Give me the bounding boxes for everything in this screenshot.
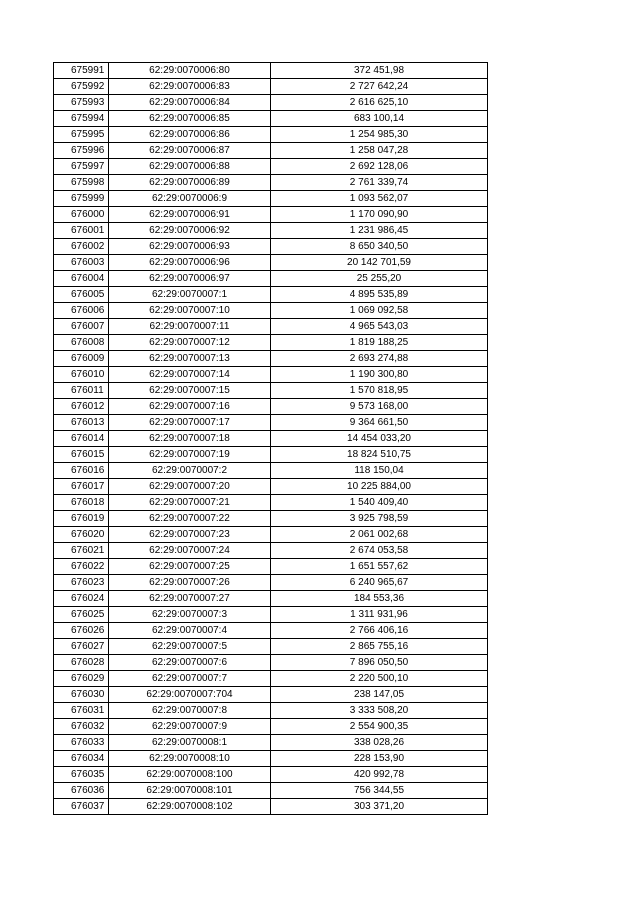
cadastral-number-cell: 62:29:0070007:10 [109,303,271,319]
table-row [54,319,488,335]
cadastral-value-cell: 9 364 661,50 [271,415,488,431]
cadastral-number-cell: 62:29:0070007:16 [109,399,271,415]
row-number-cell: 676025 [54,607,109,623]
cadastral-number-cell: 62:29:0070007:18 [109,431,271,447]
cadastral-value-cell: 1 540 409,40 [271,495,488,511]
table-row [54,463,488,479]
table-row [54,783,488,799]
cadastral-number-cell: 62:29:0070007:14 [109,367,271,383]
table-row [54,687,488,703]
cadastral-value-cell: 1 819 188,25 [271,335,488,351]
cadastral-value-cell: 338 028,26 [271,735,488,751]
row-number-cell: 676015 [54,447,109,463]
row-number-cell: 676011 [54,383,109,399]
cadastral-number-cell: 62:29:0070006:9 [109,191,271,207]
table-body [54,63,488,815]
cadastral-value-cell: 2 727 642,24 [271,79,488,95]
table-row [54,111,488,127]
row-number-cell: 676019 [54,511,109,527]
cadastral-value-cell: 2 761 339,74 [271,175,488,191]
cadastral-value-cell: 18 824 510,75 [271,447,488,463]
table-row [54,239,488,255]
table-row [54,159,488,175]
cadastral-value-cell: 1 231 986,45 [271,223,488,239]
row-number-cell: 675997 [54,159,109,175]
row-number-cell: 676012 [54,399,109,415]
cadastral-number-cell: 62:29:0070007:704 [109,687,271,703]
cadastral-number-cell: 62:29:0070006:97 [109,271,271,287]
cadastral-value-table [53,62,488,815]
row-number-cell: 676027 [54,639,109,655]
cadastral-number-cell: 62:29:0070007:20 [109,479,271,495]
cadastral-value-cell: 2 554 900,35 [271,719,488,735]
cadastral-number-cell: 62:29:0070006:92 [109,223,271,239]
row-number-cell: 675991 [54,63,109,79]
cadastral-number-cell: 62:29:0070007:8 [109,703,271,719]
cadastral-number-cell: 62:29:0070007:27 [109,591,271,607]
cadastral-number-cell: 62:29:0070006:84 [109,95,271,111]
table-row [54,703,488,719]
table-row [54,623,488,639]
cadastral-number-cell: 62:29:0070007:19 [109,447,271,463]
cadastral-value-cell: 1 570 818,95 [271,383,488,399]
cadastral-number-cell: 62:29:0070007:12 [109,335,271,351]
cadastral-value-cell: 1 069 092,58 [271,303,488,319]
cadastral-number-cell: 62:29:0070006:88 [109,159,271,175]
cadastral-number-cell: 62:29:0070007:21 [109,495,271,511]
cadastral-number-cell: 62:29:0070007:26 [109,575,271,591]
row-number-cell: 676030 [54,687,109,703]
cadastral-number-cell: 62:29:0070007:15 [109,383,271,399]
cadastral-value-cell: 7 896 050,50 [271,655,488,671]
row-number-cell: 676017 [54,479,109,495]
cadastral-value-cell: 6 240 965,67 [271,575,488,591]
row-number-cell: 675995 [54,127,109,143]
row-number-cell: 676020 [54,527,109,543]
table-row [54,431,488,447]
table-row [54,559,488,575]
table-row [54,399,488,415]
cadastral-number-cell: 62:29:0070007:2 [109,463,271,479]
row-number-cell: 676018 [54,495,109,511]
table-row [54,143,488,159]
row-number-cell: 676005 [54,287,109,303]
cadastral-number-cell: 62:29:0070008:102 [109,799,271,815]
table-row [54,495,488,511]
cadastral-value-cell: 9 573 168,00 [271,399,488,415]
table-row [54,655,488,671]
row-number-cell: 676022 [54,559,109,575]
cadastral-number-cell: 62:29:0070008:10 [109,751,271,767]
table-row [54,351,488,367]
row-number-cell: 676016 [54,463,109,479]
row-number-cell: 676003 [54,255,109,271]
row-number-cell: 676007 [54,319,109,335]
row-number-cell: 676029 [54,671,109,687]
cadastral-value-cell: 420 992,78 [271,767,488,783]
cadastral-value-cell: 2 693 274,88 [271,351,488,367]
cadastral-value-cell: 2 766 406,16 [271,623,488,639]
table-row [54,799,488,815]
row-number-cell: 675996 [54,143,109,159]
cadastral-number-cell: 62:29:0070007:5 [109,639,271,655]
row-number-cell: 676004 [54,271,109,287]
cadastral-number-cell: 62:29:0070007:3 [109,607,271,623]
table-row [54,255,488,271]
row-number-cell: 675999 [54,191,109,207]
cadastral-value-cell: 238 147,05 [271,687,488,703]
row-number-cell: 676034 [54,751,109,767]
row-number-cell: 676009 [54,351,109,367]
cadastral-number-cell: 62:29:0070006:87 [109,143,271,159]
table-row [54,511,488,527]
cadastral-value-cell: 20 142 701,59 [271,255,488,271]
table-row [54,639,488,655]
row-number-cell: 676031 [54,703,109,719]
table-row [54,543,488,559]
cadastral-number-cell: 62:29:0070006:91 [109,207,271,223]
table-row [54,767,488,783]
cadastral-number-cell: 62:29:0070006:80 [109,63,271,79]
cadastral-value-cell: 118 150,04 [271,463,488,479]
table-row [54,79,488,95]
cadastral-value-cell: 2 692 128,06 [271,159,488,175]
cadastral-number-cell: 62:29:0070007:7 [109,671,271,687]
cadastral-value-cell: 228 153,90 [271,751,488,767]
row-number-cell: 676013 [54,415,109,431]
cadastral-value-cell: 1 190 300,80 [271,367,488,383]
cadastral-value-cell: 2 865 755,16 [271,639,488,655]
cadastral-number-cell: 62:29:0070008:101 [109,783,271,799]
cadastral-number-cell: 62:29:0070006:86 [109,127,271,143]
table-row [54,607,488,623]
cadastral-value-cell: 1 258 047,28 [271,143,488,159]
table-row [54,383,488,399]
table-row [54,207,488,223]
cadastral-number-cell: 62:29:0070007:4 [109,623,271,639]
cadastral-value-cell: 2 674 053,58 [271,543,488,559]
row-number-cell: 676008 [54,335,109,351]
cadastral-number-cell: 62:29:0070006:89 [109,175,271,191]
table-row [54,271,488,287]
row-number-cell: 676006 [54,303,109,319]
table-row [54,415,488,431]
row-number-cell: 676000 [54,207,109,223]
cadastral-value-cell: 10 225 884,00 [271,479,488,495]
row-number-cell: 675998 [54,175,109,191]
row-number-cell: 676001 [54,223,109,239]
cadastral-number-cell: 62:29:0070008:1 [109,735,271,751]
table-row [54,671,488,687]
row-number-cell: 676028 [54,655,109,671]
table-row [54,719,488,735]
cadastral-number-cell: 62:29:0070007:25 [109,559,271,575]
table-row [54,175,488,191]
cadastral-value-cell: 8 650 340,50 [271,239,488,255]
cadastral-number-cell: 62:29:0070007:13 [109,351,271,367]
row-number-cell: 675992 [54,79,109,95]
cadastral-value-cell: 1 311 931,96 [271,607,488,623]
table-row [54,751,488,767]
cadastral-number-cell: 62:29:0070006:93 [109,239,271,255]
cadastral-value-cell: 14 454 033,20 [271,431,488,447]
cadastral-value-cell: 683 100,14 [271,111,488,127]
row-number-cell: 676010 [54,367,109,383]
cadastral-number-cell: 62:29:0070007:24 [109,543,271,559]
cadastral-number-cell: 62:29:0070007:11 [109,319,271,335]
table-row [54,335,488,351]
table-row [54,95,488,111]
row-number-cell: 676002 [54,239,109,255]
cadastral-number-cell: 62:29:0070007:23 [109,527,271,543]
cadastral-number-cell: 62:29:0070006:85 [109,111,271,127]
cadastral-number-cell: 62:29:0070007:9 [109,719,271,735]
row-number-cell: 676035 [54,767,109,783]
cadastral-value-cell: 2 220 500,10 [271,671,488,687]
row-number-cell: 676033 [54,735,109,751]
cadastral-value-cell: 3 333 508,20 [271,703,488,719]
row-number-cell: 676032 [54,719,109,735]
cadastral-value-cell: 1 093 562,07 [271,191,488,207]
table-row [54,303,488,319]
cadastral-value-cell: 372 451,98 [271,63,488,79]
table-row [54,127,488,143]
cadastral-value-cell: 1 254 985,30 [271,127,488,143]
cadastral-number-cell: 62:29:0070007:17 [109,415,271,431]
cadastral-value-cell: 25 255,20 [271,271,488,287]
table-row [54,479,488,495]
row-number-cell: 676036 [54,783,109,799]
cadastral-value-cell: 3 925 798,59 [271,511,488,527]
table-row [54,191,488,207]
row-number-cell: 676014 [54,431,109,447]
row-number-cell: 675994 [54,111,109,127]
table-row [54,287,488,303]
row-number-cell: 675993 [54,95,109,111]
cadastral-value-cell: 303 371,20 [271,799,488,815]
cadastral-number-cell: 62:29:0070008:100 [109,767,271,783]
cadastral-number-cell: 62:29:0070007:22 [109,511,271,527]
cadastral-value-cell: 2 616 625,10 [271,95,488,111]
row-number-cell: 676026 [54,623,109,639]
cadastral-value-cell: 1 170 090,90 [271,207,488,223]
row-number-cell: 676037 [54,799,109,815]
cadastral-value-cell: 2 061 002,68 [271,527,488,543]
row-number-cell: 676024 [54,591,109,607]
table-row [54,735,488,751]
table-row [54,63,488,79]
cadastral-value-cell: 4 895 535,89 [271,287,488,303]
cadastral-number-cell: 62:29:0070006:83 [109,79,271,95]
table-row [54,367,488,383]
table-row [54,591,488,607]
cadastral-value-cell: 756 344,55 [271,783,488,799]
cadastral-value-cell: 4 965 543,03 [271,319,488,335]
table-row [54,527,488,543]
cadastral-number-cell: 62:29:0070007:6 [109,655,271,671]
cadastral-value-cell: 1 651 557,62 [271,559,488,575]
cadastral-number-cell: 62:29:0070006:96 [109,255,271,271]
table-row [54,447,488,463]
row-number-cell: 676023 [54,575,109,591]
cadastral-value-cell: 184 553,36 [271,591,488,607]
row-number-cell: 676021 [54,543,109,559]
cadastral-number-cell: 62:29:0070007:1 [109,287,271,303]
table-row [54,223,488,239]
table-row [54,575,488,591]
